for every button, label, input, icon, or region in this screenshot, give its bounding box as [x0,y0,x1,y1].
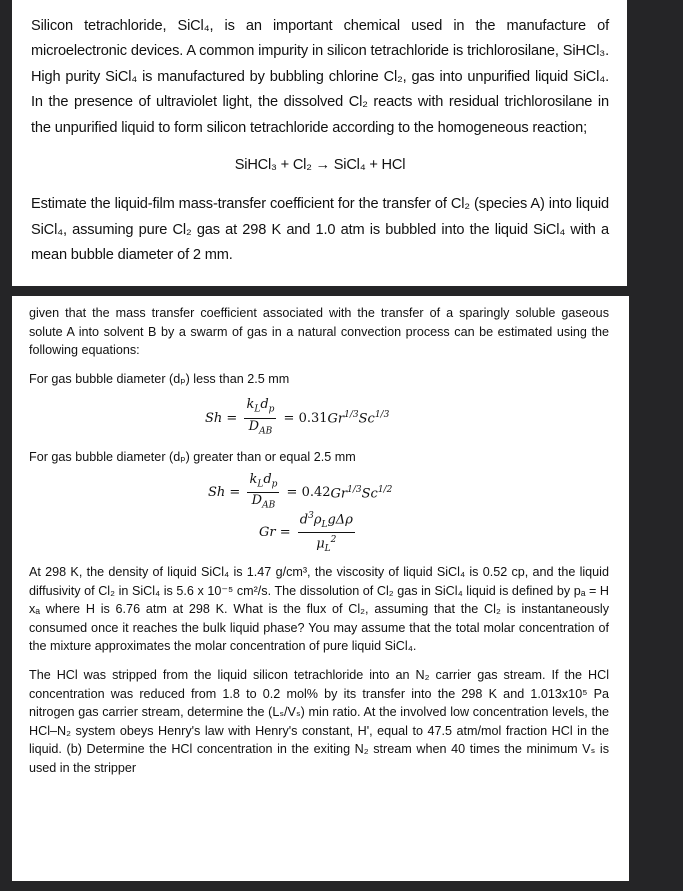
correlation-intro: given that the mass transfer coefficient associated with the transfer of a sparingly soluble gaseous solute A into solvent B by a swarm of gas in a natural convection process can be estimated using the following equations: [29,306,609,358]
task-paragraph: Estimate the liquid-film mass-transfer coefficient for the transfer of Cl₂ (species A) into liquid SiCl₄, assuming pure Cl₂ gas at 298 K and 1.0 atm is bubbled into the liquid SiCl₄ with a mean bubble diameter of 2 mm. [31,196,609,264]
sherwood-equation-large: Sh = $\frac{k_Ld_p}{D_{AB}}$ = 0.42 $Gr^{1/3}Sc^{1/2}$ [208,471,393,512]
grashof-equation: Gr = $\frac{d^3\rho_Lg\Delta\rho}{\mu_L^2}$ [259,510,353,555]
problem-card-top [12,0,627,286]
intro-paragraph: Silicon tetrachloride, SiCl₄, is an important chemical used in the manufacture of microelectronic devices. A common impurity in silicon tetrachloride is trichlorosilane, SiHCl₃. High purity SiCl₄ is manufactured by bubbling chlorine Cl₂, gas into unpurified liquid SiCl₄. In the presence of ultraviolet light, the dissolved Cl₂ reacts with residual trichlorosilane in the unpurified liquid to form silicon tetrachloride according to the homogeneous reaction; [31,18,609,136]
coefficient-small: 0.31 [298,410,328,426]
reaction-equation: SiHCl₃ + Cl₂ → SiCl₄ + HCl [234,157,406,174]
case-small-bubble: For gas bubble diameter (dₚ) less than 2.5 mm [29,371,290,386]
sherwood-equation-small: Sh = $\frac{k_Ld_p}{D_{AB}}$ = 0.31 $Gr^{1/3}Sc^{1/3}$ [205,397,390,437]
coefficient-large: 0.42 [301,485,331,501]
problem-card-bottom [12,296,629,881]
stripping-paragraph: The HCl was stripped from the liquid silicon tetrachloride into an N₂ carrier gas stream. If the HCl concentration was reduced from 1.8 to 0.2 mol% by its transfer into the 298 K and 1.013x10⁵ Pa nitrogen gas carrier stream, determine the (Lₛ/Vₛ) min ratio. At the involved low concentration levels, the HCl–N₂ system obeys Henry's law with Henry's constant, H', equal to 47.5 atm/mol fraction HCl in the liquid. (b) Determine the HCl concentration in the exiting N₂ stream when 40 times the minimum Vₛ is used in the stripper [29,667,609,775]
properties-paragraph: At 298 K, the density of liquid SiCl₄ is 1.47 g/cm³, the viscosity of liquid SiCl₄ is 0.52 cp, and the liquid diffusivity of Cl₂ in SiCl₄ is 5.6 x 10⁻⁵ cm²/s. The dissolution of Cl₂ gas in SiCl₄ liquid is defined by pₐ = H xₐ where H is 6.76 atm at 298 K. What is the flux of Cl₂, assuming that the Cl₂ is instantaneously consumed once it reaches the bulk liquid phase? You may assume that the total molar concentration of the mixture approximates the molar concentration of pure liquid SiCl₄. [29,564,609,654]
case-large-bubble: For gas bubble diameter (dₚ) greater than or equal 2.5 mm [29,450,356,465]
